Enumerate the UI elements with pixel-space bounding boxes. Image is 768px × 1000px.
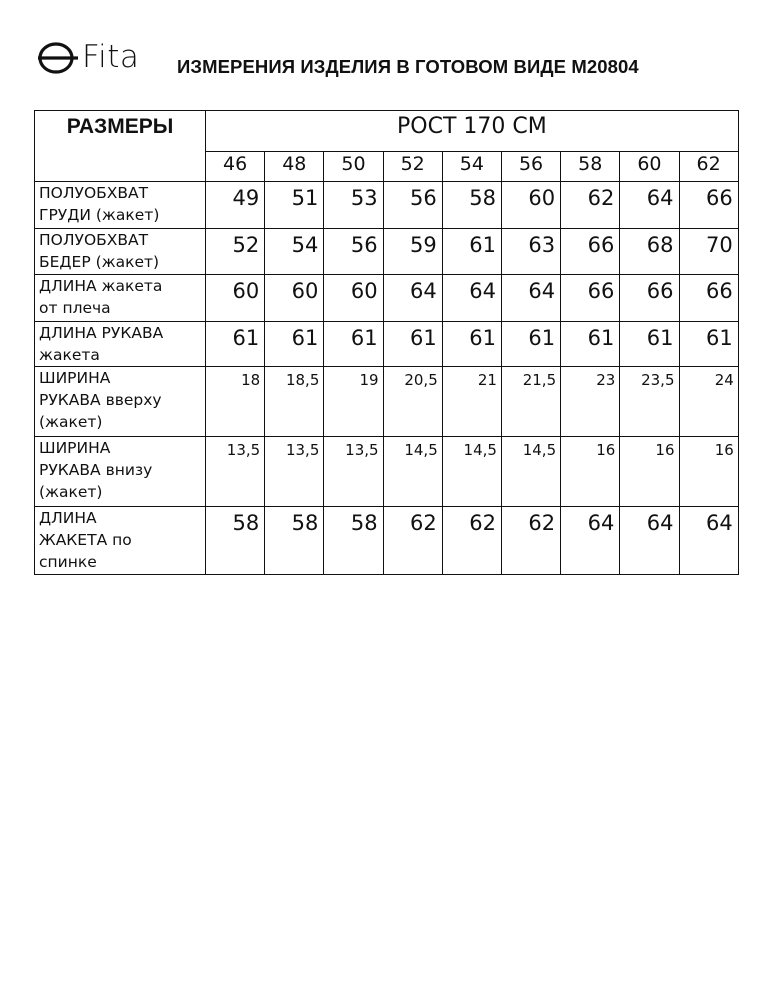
table-cell: 59 — [383, 229, 442, 275]
table-cell: 66 — [620, 275, 679, 322]
row-label: ШИРИНА РУКАВА внизу (жакет) — [35, 437, 206, 507]
table-cell: 60 — [501, 182, 560, 229]
table-cell: 18 — [206, 367, 265, 437]
table-cell: 60 — [265, 275, 324, 322]
row-label: ДЛИНА жакета от плеча — [35, 275, 206, 322]
table-cell: 58 — [265, 507, 324, 575]
table-cell: 13,5 — [324, 437, 383, 507]
size-header-cell: 60 — [620, 152, 679, 182]
table-cell: 61 — [206, 322, 265, 367]
table-cell: 60 — [324, 275, 383, 322]
table-cell: 61 — [265, 322, 324, 367]
table-cell: 24 — [679, 367, 738, 437]
table-cell: 66 — [561, 275, 620, 322]
page-title: ИЗМЕРЕНИЯ ИЗДЕЛИЯ В ГОТОВОМ ВИДЕ М20804 — [177, 56, 639, 77]
table-cell: 14,5 — [383, 437, 442, 507]
table-cell: 61 — [324, 322, 383, 367]
measurements-table — [34, 110, 739, 575]
table-cell: 13,5 — [206, 437, 265, 507]
row-label: ДЛИНА ЖАКЕТА по спинке — [35, 507, 206, 575]
table-cell: 58 — [442, 182, 501, 229]
table-cell: 61 — [442, 322, 501, 367]
table-cell: 16 — [620, 437, 679, 507]
table-cell: 61 — [383, 322, 442, 367]
table-cell: 62 — [561, 182, 620, 229]
sizes-header-cell: РАЗМЕРЫ — [35, 111, 206, 182]
row-label: ШИРИНА РУКАВА вверху (жакет) — [35, 367, 206, 437]
table-cell: 62 — [383, 507, 442, 575]
table-row — [35, 275, 739, 322]
table-row — [35, 229, 739, 275]
table-cell: 60 — [206, 275, 265, 322]
table-cell: 61 — [561, 322, 620, 367]
table-cell: 56 — [383, 182, 442, 229]
table-cell: 16 — [679, 437, 738, 507]
table-cell: 62 — [442, 507, 501, 575]
table-cell: 52 — [206, 229, 265, 275]
table-cell: 19 — [324, 367, 383, 437]
table-cell: 61 — [501, 322, 560, 367]
size-header-cell: 52 — [383, 152, 442, 182]
row-label: ДЛИНА РУКАВА жакета — [35, 322, 206, 367]
table-row — [35, 367, 739, 437]
size-header-cell: 56 — [501, 152, 560, 182]
table-cell: 13,5 — [265, 437, 324, 507]
table-cell: 64 — [561, 507, 620, 575]
table-cell: 16 — [561, 437, 620, 507]
height-header-cell: РОСТ 170 СМ — [206, 111, 739, 152]
table-cell: 51 — [265, 182, 324, 229]
row-label: ПОЛУОБХВАТ БЕДЕР (жакет) — [35, 229, 206, 275]
table-cell: 23,5 — [620, 367, 679, 437]
table-cell: 68 — [620, 229, 679, 275]
brand-logo — [36, 34, 139, 80]
table-cell: 64 — [620, 182, 679, 229]
table-row — [35, 507, 739, 575]
table-cell: 61 — [679, 322, 738, 367]
table-cell: 64 — [442, 275, 501, 322]
table-cell: 53 — [324, 182, 383, 229]
table-cell: 20,5 — [383, 367, 442, 437]
table-cell: 58 — [324, 507, 383, 575]
table-cell: 49 — [206, 182, 265, 229]
brand-name: Fita — [82, 39, 140, 75]
table-cell: 21 — [442, 367, 501, 437]
table-row — [35, 182, 739, 229]
size-header-cell: 62 — [679, 152, 738, 182]
table-cell: 54 — [265, 229, 324, 275]
table-row — [35, 437, 739, 507]
table-cell: 64 — [679, 507, 738, 575]
page-header — [0, 0, 768, 100]
table-cell: 66 — [679, 182, 738, 229]
size-header-cell: 48 — [265, 152, 324, 182]
table-cell: 64 — [383, 275, 442, 322]
fita-theta-icon — [36, 37, 80, 77]
table-cell: 70 — [679, 229, 738, 275]
table-cell: 61 — [620, 322, 679, 367]
table-cell: 21,5 — [501, 367, 560, 437]
table-cell: 18,5 — [265, 367, 324, 437]
table-cell: 64 — [501, 275, 560, 322]
table-cell: 61 — [442, 229, 501, 275]
table-cell: 66 — [679, 275, 738, 322]
size-header-cell: 54 — [442, 152, 501, 182]
table-cell: 56 — [324, 229, 383, 275]
table-cell: 58 — [206, 507, 265, 575]
size-header-cell: 46 — [206, 152, 265, 182]
table-header-row — [35, 111, 739, 152]
row-label: ПОЛУОБХВАТ ГРУДИ (жакет) — [35, 182, 206, 229]
table-row — [35, 322, 739, 367]
table-cell: 63 — [501, 229, 560, 275]
table-cell: 23 — [561, 367, 620, 437]
size-header-cell: 50 — [324, 152, 383, 182]
table-cell: 64 — [620, 507, 679, 575]
size-header-cell: 58 — [561, 152, 620, 182]
table-cell: 66 — [561, 229, 620, 275]
table-cell: 14,5 — [442, 437, 501, 507]
table-cell: 14,5 — [501, 437, 560, 507]
table-cell: 62 — [501, 507, 560, 575]
